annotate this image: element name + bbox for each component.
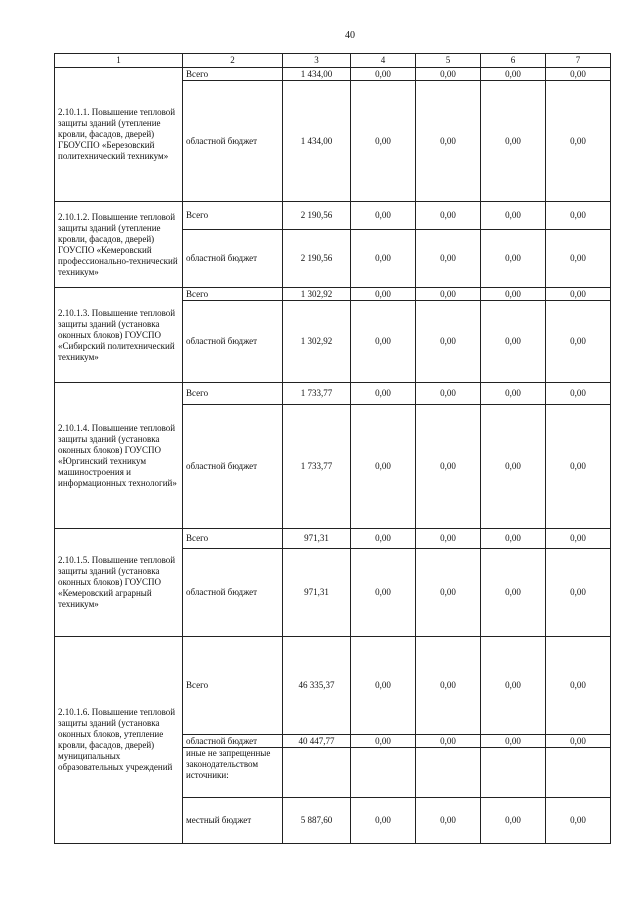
value-cell: 0,00	[416, 383, 481, 405]
funding-source: Всего	[183, 68, 283, 81]
value-cell: 0,00	[481, 230, 546, 288]
value-cell: 0,00	[351, 288, 416, 301]
value-cell: 0,00	[351, 798, 416, 844]
funding-source: областной бюджет	[183, 301, 283, 383]
value-cell: 0,00	[416, 798, 481, 844]
header-cell: 2	[183, 54, 283, 68]
value-cell: 971,31	[283, 549, 351, 637]
value-cell: 0,00	[416, 81, 481, 202]
value-cell: 0,00	[546, 230, 611, 288]
table-header-row	[55, 54, 611, 68]
value-cell: 0,00	[481, 288, 546, 301]
header-cell: 5	[416, 54, 481, 68]
value-cell: 971,31	[283, 529, 351, 549]
measure-name: 2.10.1.6. Повышение тепловой защиты зданий (установка оконных блоков, утепление кровли, фасадов, дверей) муниципальных образовательных учреждений	[55, 637, 183, 844]
value-cell: 0,00	[416, 637, 481, 735]
value-cell: 0,00	[546, 288, 611, 301]
value-cell: 0,00	[351, 301, 416, 383]
header-cell: 4	[351, 54, 416, 68]
value-cell	[351, 748, 416, 798]
value-cell	[481, 748, 546, 798]
table-row	[55, 68, 611, 81]
value-cell: 0,00	[546, 529, 611, 549]
value-cell: 0,00	[351, 637, 416, 735]
value-cell: 0,00	[546, 81, 611, 202]
value-cell: 0,00	[416, 202, 481, 230]
value-cell: 0,00	[416, 549, 481, 637]
value-cell: 0,00	[481, 301, 546, 383]
table-row	[55, 637, 611, 735]
measure-name: 2.10.1.5. Повышение тепловой защиты зданий (установка оконных блоков) ГОУСПО «Кемеровский аграрный техникум»	[55, 529, 183, 637]
value-cell: 0,00	[546, 68, 611, 81]
table-row	[55, 202, 611, 230]
header-cell: 6	[481, 54, 546, 68]
budget-table	[54, 53, 611, 844]
funding-source: Всего	[183, 288, 283, 301]
value-cell: 1 434,00	[283, 68, 351, 81]
value-cell: 1 733,77	[283, 383, 351, 405]
funding-source: областной бюджет	[183, 735, 283, 748]
value-cell: 0,00	[416, 405, 481, 529]
value-cell: 2 190,56	[283, 230, 351, 288]
value-cell: 0,00	[481, 405, 546, 529]
value-cell: 0,00	[416, 529, 481, 549]
value-cell: 0,00	[351, 68, 416, 81]
header-cell: 1	[55, 54, 183, 68]
value-cell: 0,00	[546, 405, 611, 529]
value-cell: 0,00	[481, 529, 546, 549]
value-cell: 0,00	[546, 798, 611, 844]
value-cell: 0,00	[481, 637, 546, 735]
value-cell: 0,00	[481, 735, 546, 748]
measure-name: 2.10.1.3. Повышение тепловой защиты зданий (установка оконных блоков) ГОУСПО «Сибирский политехнический техникум»	[55, 288, 183, 383]
value-cell: 0,00	[481, 202, 546, 230]
value-cell	[416, 748, 481, 798]
value-cell: 0,00	[351, 383, 416, 405]
value-cell: 46 335,37	[283, 637, 351, 735]
funding-source: местный бюджет	[183, 798, 283, 844]
value-cell: 0,00	[351, 529, 416, 549]
value-cell: 0,00	[351, 549, 416, 637]
table-row	[55, 529, 611, 549]
value-cell: 0,00	[481, 798, 546, 844]
value-cell: 0,00	[351, 735, 416, 748]
page-number: 40	[345, 30, 355, 41]
value-cell: 0,00	[481, 81, 546, 202]
value-cell: 0,00	[416, 230, 481, 288]
value-cell: 40 447,77	[283, 735, 351, 748]
table-row	[55, 288, 611, 301]
value-cell: 1 434,00	[283, 81, 351, 202]
value-cell: 5 887,60	[283, 798, 351, 844]
funding-source: областной бюджет	[183, 81, 283, 202]
measure-name: 2.10.1.1. Повышение тепловой защиты зданий (утепление кровли, фасадов, дверей) ГБОУСПО «Березовский политехнический техникум»	[55, 68, 183, 202]
funding-source: иные не запрещенные законодательством источники:	[183, 748, 283, 798]
table-row	[55, 383, 611, 405]
value-cell: 0,00	[351, 202, 416, 230]
value-cell	[546, 748, 611, 798]
header-cell: 3	[283, 54, 351, 68]
value-cell: 0,00	[416, 301, 481, 383]
value-cell: 2 190,56	[283, 202, 351, 230]
value-cell	[283, 748, 351, 798]
value-cell: 1 733,77	[283, 405, 351, 529]
funding-source: Всего	[183, 383, 283, 405]
value-cell: 0,00	[351, 81, 416, 202]
measure-name: 2.10.1.2. Повышение тепловой защиты зданий (утепление кровли, фасадов, дверей) ГОУСПО «Кемеровский профессионально-технический техникум»	[55, 202, 183, 288]
value-cell: 0,00	[546, 549, 611, 637]
value-cell: 0,00	[546, 735, 611, 748]
value-cell: 0,00	[546, 301, 611, 383]
funding-source: Всего	[183, 637, 283, 735]
value-cell: 0,00	[481, 549, 546, 637]
value-cell: 0,00	[351, 230, 416, 288]
value-cell: 0,00	[351, 405, 416, 529]
value-cell: 1 302,92	[283, 301, 351, 383]
funding-source: областной бюджет	[183, 405, 283, 529]
value-cell: 0,00	[481, 68, 546, 81]
funding-source: областной бюджет	[183, 230, 283, 288]
funding-source: Всего	[183, 529, 283, 549]
value-cell: 0,00	[416, 735, 481, 748]
value-cell: 1 302,92	[283, 288, 351, 301]
value-cell: 0,00	[546, 383, 611, 405]
value-cell: 0,00	[546, 202, 611, 230]
value-cell: 0,00	[546, 637, 611, 735]
funding-source: Всего	[183, 202, 283, 230]
value-cell: 0,00	[481, 383, 546, 405]
header-cell: 7	[546, 54, 611, 68]
value-cell: 0,00	[416, 288, 481, 301]
funding-source: областной бюджет	[183, 549, 283, 637]
measure-name: 2.10.1.4. Повышение тепловой защиты зданий (установка оконных блоков) ГОУСПО «Юргинский техникум машиностроения и информационных технологий»	[55, 383, 183, 529]
value-cell: 0,00	[416, 68, 481, 81]
